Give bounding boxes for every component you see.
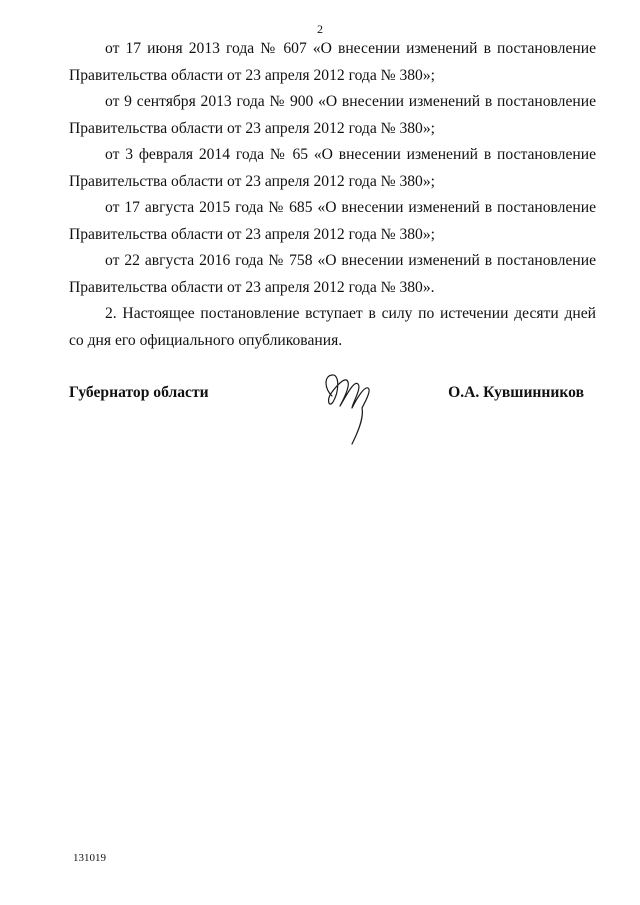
- amendment-paragraph: от 9 сентября 2013 года № 900 «О внесении изменений в постановление Правительства области от 23 апреля 2012 года № 380»;: [69, 93, 596, 137]
- effective-date-paragraph: 2. Настоящее постановление вступает в силу по истечении десяти дней со дня его официального опубликования.: [69, 305, 596, 349]
- amendment-paragraph: от 17 августа 2015 года № 685 «О внесении изменений в постановление Правительства области от 23 апреля 2012 года № 380»;: [69, 199, 596, 243]
- document-body: [69, 36, 596, 354]
- amendment-paragraph: от 3 февраля 2014 года № 65 «О внесении изменений в постановление Правительства области от 23 апреля 2012 года № 380»;: [69, 146, 596, 190]
- amendment-paragraph: от 17 июня 2013 года № 607 «О внесении изменений в постановление Правительства области от 23 апреля 2012 года № 380»;: [69, 40, 596, 84]
- amendment-paragraph: от 22 августа 2016 года № 758 «О внесении изменений в постановление Правительства области от 23 апреля 2012 года № 380».: [69, 252, 596, 296]
- signatory-title: Губернатор области: [69, 384, 209, 401]
- document-code: 131019: [73, 852, 106, 864]
- handwritten-signature: [318, 366, 378, 450]
- page-number: 2: [317, 22, 323, 36]
- signatory-name: О.А. Кувшинников: [448, 384, 584, 401]
